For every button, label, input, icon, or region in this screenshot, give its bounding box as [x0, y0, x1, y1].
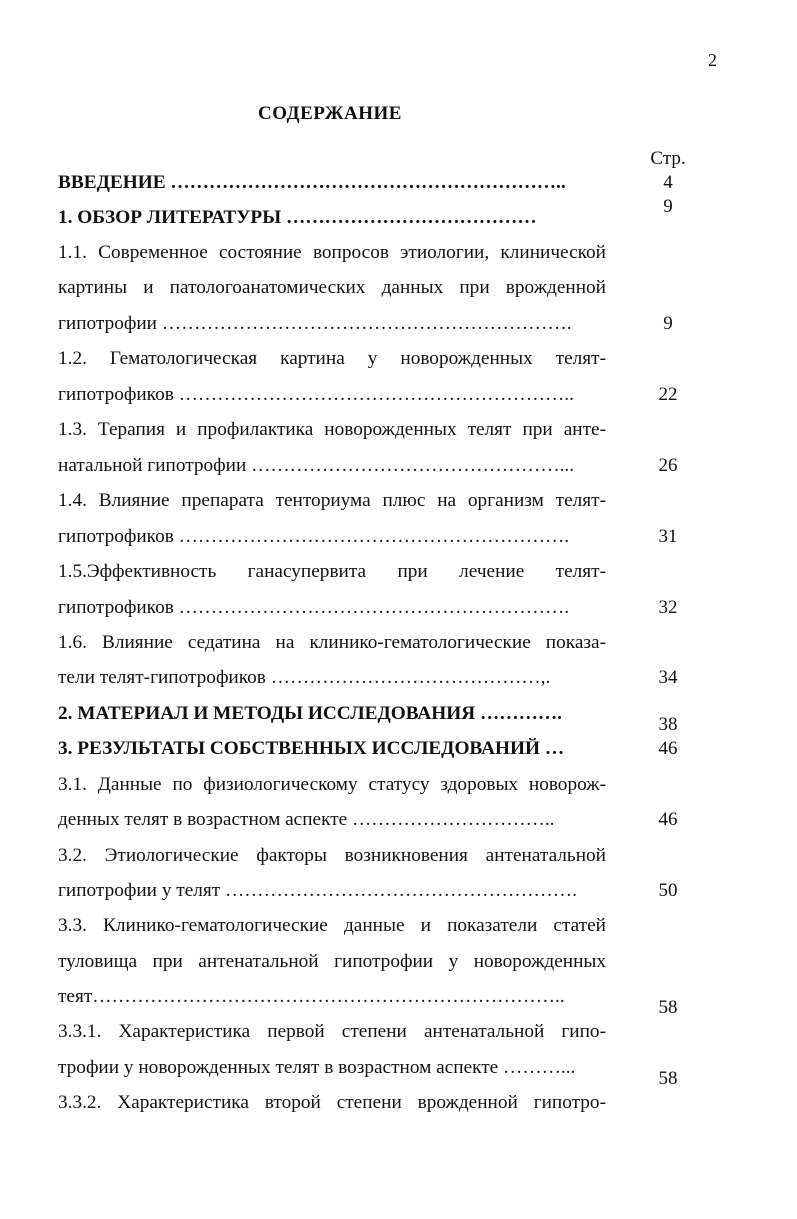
toc-line: денных телят в возрастном аспекте ………………………….. — [58, 809, 555, 830]
toc-page-number: 26 — [658, 455, 678, 476]
toc-line: гипотрофиков ……………………………………………………. — [58, 526, 570, 547]
toc-line: 1.1. Современное состояние вопросов этиологии, клинической — [58, 242, 606, 263]
toc-line: 3.3. Клинико-гематологические данные и показатели статей — [58, 915, 606, 936]
toc-line: натальной гипотрофии …………………………………………... — [58, 455, 575, 476]
toc-page-number: 38 — [658, 714, 678, 735]
toc-line: ВВЕДЕНИЕ …………………………………………………….. — [58, 172, 566, 193]
toc-page-number: 46 — [658, 809, 678, 830]
page-number: 2 — [708, 50, 717, 70]
toc-line: гипотрофиков ……………………………………………………. — [58, 597, 570, 618]
toc-page-number: 58 — [658, 1068, 678, 1089]
toc-line: 1.3. Терапия и профилактика новорожденных телят при анте- — [58, 419, 606, 440]
toc-page-number: 32 — [658, 597, 678, 618]
toc-line: 1.4. Влияние препарата тенториума плюс на организм телят- — [58, 490, 606, 511]
toc-page-number: 31 — [658, 526, 678, 547]
toc-page-number: 46 — [658, 738, 678, 759]
toc-page-number: 9 — [663, 196, 673, 217]
toc-line: теят……………………………………………………………….. — [58, 986, 565, 1007]
toc-page-number: 34 — [658, 667, 678, 688]
page-title: СОДЕРЖАНИЕ — [258, 103, 402, 124]
toc-line: 3.1. Данные по физиологическому статусу здоровых новорож- — [58, 774, 606, 795]
toc-line: 1.5.Эффективность ганасупервита при лечение телят- — [58, 561, 606, 582]
toc-line: 1. ОБЗОР ЛИТЕРАТУРЫ ………………………………… — [58, 207, 537, 228]
toc-page-number: 4 — [663, 172, 673, 193]
toc-line: гипотрофиков …………………………………………………….. — [58, 384, 574, 405]
toc-line: 2. МАТЕРИАЛ И МЕТОДЫ ИССЛЕДОВАНИЯ …………. — [58, 703, 562, 724]
toc-page-number: 9 — [663, 313, 673, 334]
toc-line: гипотрофии ………………………………………………………. — [58, 313, 572, 334]
toc-line: гипотрофии у телят ………………………………………………. — [58, 880, 577, 901]
toc-line: 3.3.2. Характеристика второй степени врожденной гипотро- — [58, 1092, 606, 1113]
toc-page-number: 22 — [658, 384, 678, 405]
toc-line: 3.2. Этиологические факторы возникновения антенатальной — [58, 845, 606, 866]
toc-line: 1.6. Влияние седатина на клинико-гематологические показа- — [58, 632, 606, 653]
toc-line: 3. РЕЗУЛЬТАТЫ СОБСТВЕННЫХ ИССЛЕДОВАНИЙ … — [58, 738, 565, 759]
toc-line: тели телят-гипотрофиков ……………………………………,. — [58, 667, 551, 688]
toc-page-number: 50 — [658, 880, 678, 901]
toc-page-number: 58 — [658, 997, 678, 1018]
toc-line: туловища при антенатальной гипотрофии у новорожденных — [58, 951, 606, 972]
page-column-header: Стр. — [650, 148, 686, 169]
toc-line: 1.2. Гематологическая картина у новорожденных телят- — [58, 348, 606, 369]
toc-line: картины и патологоанатомических данных при врожденной — [58, 277, 606, 298]
toc-line: трофии у новорожденных телят в возрастном аспекте ………... — [58, 1057, 576, 1078]
toc-line: 3.3.1. Характеристика первой степени антенатальной гипо- — [58, 1021, 606, 1042]
